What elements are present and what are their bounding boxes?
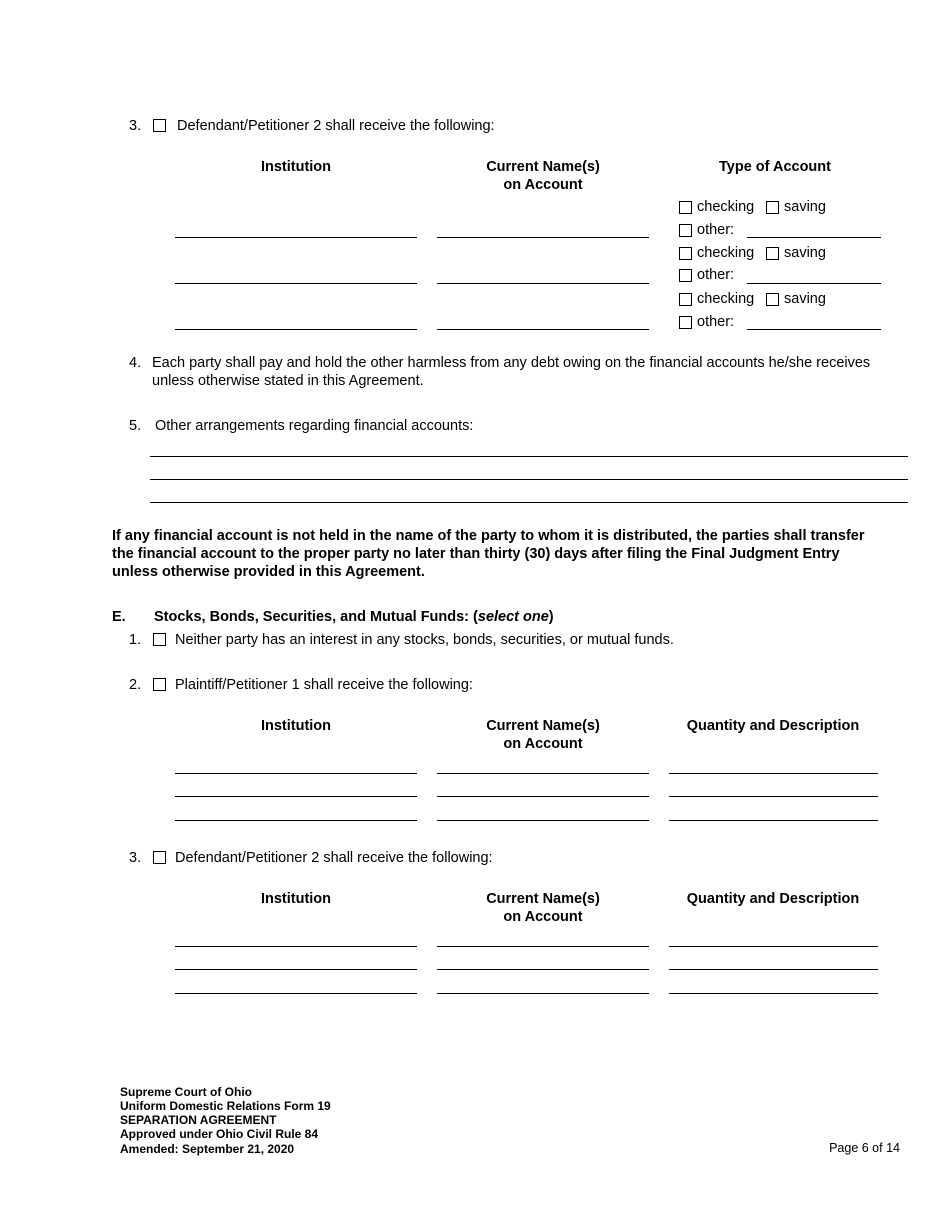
defendant-stocks-label: Defendant/Petitioner 2 shall receive the following:: [175, 850, 493, 866]
item-number: 3.: [129, 850, 142, 866]
other-field-2[interactable]: [747, 283, 881, 284]
defendant-institution-field-2[interactable]: [175, 969, 417, 970]
defendant-quantity-field-2[interactable]: [669, 969, 878, 970]
defendant-quantity-field-3[interactable]: [669, 993, 878, 994]
saving-label: saving: [784, 199, 826, 215]
plaintiff-institution-field-1[interactable]: [175, 773, 417, 774]
col-header-current-names: [437, 158, 649, 194]
defendant-names-field-3[interactable]: [437, 993, 649, 994]
neither-party-checkbox[interactable]: [153, 633, 166, 646]
defendant-institution-field-1[interactable]: [175, 946, 417, 947]
plaintiff-institution-field-3[interactable]: [175, 820, 417, 821]
checking-checkbox-3[interactable]: [679, 293, 692, 306]
saving-checkbox-3[interactable]: [766, 293, 779, 306]
checking-label: checking: [697, 199, 755, 215]
other-checkbox-2[interactable]: [679, 269, 692, 282]
saving-label: saving: [784, 291, 826, 307]
defendant-names-field-2[interactable]: [437, 969, 649, 970]
item4-text-line1: Each party shall pay and hold the other harmless from any debt owing on the financial accounts he/she receives: [152, 355, 871, 371]
col-header-institution: Institution: [260, 891, 332, 907]
col-header-current-names-line2: on Account: [503, 177, 583, 193]
item-number: 1.: [129, 632, 142, 648]
plaintiff-stocks-checkbox[interactable]: [153, 678, 166, 691]
checking-checkbox-1[interactable]: [679, 201, 692, 214]
item4-text-line2: unless otherwise stated in this Agreement.: [152, 373, 424, 389]
plaintiff-quantity-field-1[interactable]: [669, 773, 878, 774]
section-e-title: [154, 608, 554, 626]
plaintiff-stocks-label: Plaintiff/Petitioner 1 shall receive the following:: [175, 677, 473, 693]
institution-field-1[interactable]: [175, 237, 417, 238]
col-header-current-names-line2: on Account: [503, 909, 583, 925]
other-checkbox-1[interactable]: [679, 224, 692, 237]
item-number: 5.: [129, 418, 142, 434]
institution-field-2[interactable]: [175, 283, 417, 284]
checking-label: checking: [697, 245, 755, 261]
footer-title: SEPARATION AGREEMENT: [120, 1113, 277, 1127]
plaintiff-institution-field-2[interactable]: [175, 796, 417, 797]
neither-party-label: Neither party has an interest in any stocks, bonds, securities, or mutual funds.: [175, 632, 674, 648]
defendant-accounts-checkbox[interactable]: [153, 119, 166, 132]
defendant-institution-field-3[interactable]: [175, 993, 417, 994]
item-number: 3.: [129, 118, 142, 134]
plaintiff-names-field-2[interactable]: [437, 796, 649, 797]
other-arrangements-line-3[interactable]: [150, 502, 908, 503]
other-label: other:: [697, 267, 735, 283]
col-header-current-names-line1: Current Name(s): [486, 891, 600, 907]
checking-label: checking: [697, 291, 755, 307]
checking-checkbox-2[interactable]: [679, 247, 692, 260]
section-e-title-close: ): [548, 609, 554, 625]
other-arrangements-line-1[interactable]: [150, 456, 908, 457]
col-header-current-names: [437, 717, 649, 753]
col-header-institution: Institution: [260, 718, 332, 734]
footer-court: Supreme Court of Ohio: [120, 1085, 252, 1099]
section-letter: E.: [112, 609, 126, 625]
transfer-notice: [112, 527, 909, 581]
saving-checkbox-1[interactable]: [766, 201, 779, 214]
footer-amended: Amended: September 21, 2020: [120, 1142, 295, 1156]
section-e-title-italic: select one: [477, 609, 549, 625]
names-field-1[interactable]: [437, 237, 649, 238]
other-field-1[interactable]: [747, 237, 881, 238]
col-header-current-names: [437, 890, 649, 926]
col-header-current-names-line2: on Account: [503, 736, 583, 752]
names-field-3[interactable]: [437, 329, 649, 330]
plaintiff-quantity-field-3[interactable]: [669, 820, 878, 821]
page-number: Page 6 of 14: [829, 1141, 900, 1155]
item5-label: Other arrangements regarding financial accounts:: [155, 418, 474, 434]
other-field-3[interactable]: [747, 329, 881, 330]
defendant-names-field-1[interactable]: [437, 946, 649, 947]
notice-line2: the financial account to the proper party no later than thirty (30) days after filing the Final Judgment Entry: [112, 546, 840, 562]
footer-form: Uniform Domestic Relations Form 19: [120, 1099, 331, 1113]
notice-line3: unless otherwise provided in this Agreement.: [112, 564, 425, 580]
saving-checkbox-2[interactable]: [766, 247, 779, 260]
defendant-quantity-field-1[interactable]: [669, 946, 878, 947]
saving-label: saving: [784, 245, 826, 261]
col-header-quantity: Quantity and Description: [686, 718, 860, 734]
plaintiff-names-field-1[interactable]: [437, 773, 649, 774]
other-label: other:: [697, 222, 735, 238]
item-number: 2.: [129, 677, 142, 693]
defendant-accounts-label: Defendant/Petitioner 2 shall receive the following:: [177, 118, 495, 134]
plaintiff-quantity-field-2[interactable]: [669, 796, 878, 797]
col-header-current-names-line1: Current Name(s): [486, 159, 600, 175]
item-number: 4.: [129, 355, 142, 371]
col-header-type-of-account: Type of Account: [719, 159, 831, 175]
other-label: other:: [697, 314, 735, 330]
plaintiff-names-field-3[interactable]: [437, 820, 649, 821]
other-checkbox-3[interactable]: [679, 316, 692, 329]
defendant-stocks-checkbox[interactable]: [153, 851, 166, 864]
notice-line1: If any financial account is not held in the name of the party to whom it is distributed, the parties shall transfer: [112, 528, 865, 544]
col-header-quantity: Quantity and Description: [686, 891, 860, 907]
names-field-2[interactable]: [437, 283, 649, 284]
footer-rule: Approved under Ohio Civil Rule 84: [120, 1127, 319, 1141]
institution-field-3[interactable]: [175, 329, 417, 330]
col-header-current-names-line1: Current Name(s): [486, 718, 600, 734]
section-e-title-text: Stocks, Bonds, Securities, and Mutual Funds: (: [154, 609, 478, 625]
col-header-institution: Institution: [260, 159, 332, 175]
other-arrangements-line-2[interactable]: [150, 479, 908, 480]
